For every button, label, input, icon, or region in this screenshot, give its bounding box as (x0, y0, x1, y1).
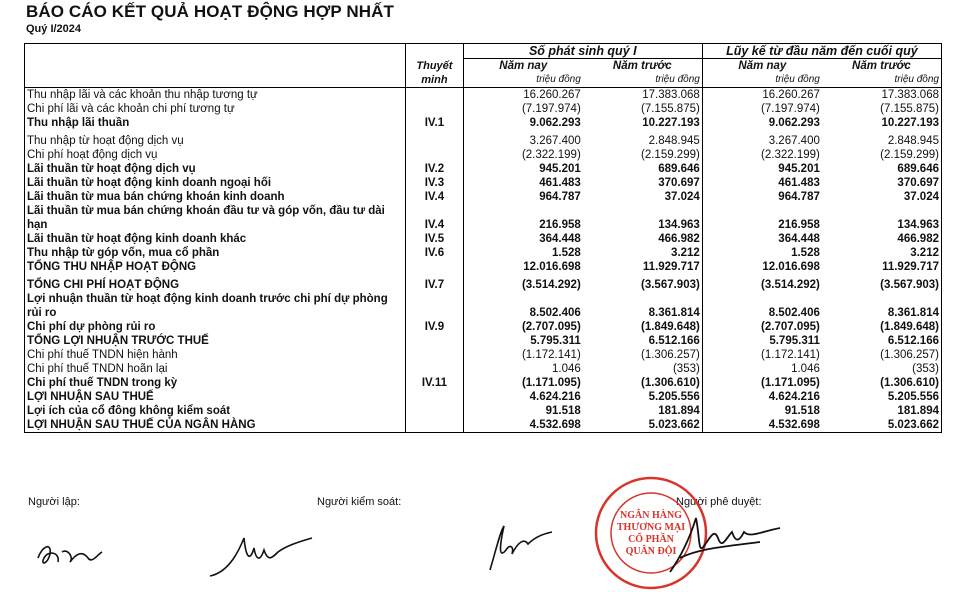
row-value-quarter-prior: 5.023.662 (583, 418, 703, 433)
table-row (25, 334, 942, 348)
row-value-ytd-current: 5.795.311 (769, 335, 820, 347)
row-label: TỔNG CHI PHÍ HOẠT ĐỘNG (25, 278, 406, 292)
svg-text:NGÂN HÀNG: NGÂN HÀNG (620, 510, 682, 521)
row-label: Thu nhập từ hoạt động dịch vụ (25, 134, 406, 148)
table-row (25, 176, 942, 190)
row-value-quarter-prior: 2.848.945 (583, 134, 703, 148)
row-value-ytd-prior: 3.212 (822, 246, 942, 260)
row-value-ytd-prior: 134.963 (822, 204, 942, 232)
table-row (25, 102, 942, 116)
row-value-quarter-prior: 10.227.193 (583, 116, 703, 130)
unit-label: triệu đồng (702, 73, 822, 88)
row-value-ytd-prior: 37.024 (822, 190, 942, 204)
row-value-ytd-current: 4.532.698 (702, 418, 822, 433)
row-label: Lãi thuần từ hoạt động kinh doanh khác (25, 232, 406, 246)
row-value-quarter-current: (1.171.095) (521, 377, 581, 389)
row-value-ytd-current: 945.201 (778, 163, 820, 175)
row-value-quarter-current: (3.514.292) (521, 279, 581, 291)
header-item-blank (25, 44, 406, 88)
row-note (406, 88, 464, 103)
table-row (25, 320, 942, 334)
row-value-quarter-prior: 17.383.068 (583, 88, 703, 103)
row-value-quarter-prior: 181.894 (583, 404, 703, 418)
row-value-quarter-current: 8.502.406 (529, 307, 581, 319)
row-value-ytd-prior: (1.849.648) (822, 320, 942, 334)
row-value-ytd-current: 4.624.216 (768, 391, 820, 403)
row-value-ytd-current: 16.260.267 (762, 89, 820, 101)
row-label: Chi phí hoạt động dịch vụ (25, 148, 406, 162)
table-row (25, 88, 942, 103)
row-value-ytd-prior: 5.023.662 (822, 418, 942, 433)
row-note: IV.4 (406, 204, 464, 232)
row-value-quarter-prior: (353) (583, 362, 703, 376)
row-value-quarter-current: 1.528 (552, 247, 581, 259)
row-note (406, 390, 464, 404)
table-row (25, 404, 942, 418)
row-value-quarter-current: 4.532.698 (463, 418, 583, 433)
approver-initial-signature (470, 520, 570, 580)
row-note (406, 404, 464, 418)
row-value-ytd-prior: (7.155.875) (822, 102, 942, 116)
table-row (25, 148, 942, 162)
row-value-quarter-prior: (3.567.903) (583, 278, 703, 292)
row-value-ytd-current: (1.172.141) (761, 349, 820, 361)
header-current-year: Năm nay (499, 60, 548, 72)
row-note (406, 260, 464, 274)
row-value-quarter-prior: 134.963 (583, 204, 703, 232)
row-value-ytd-prior: (2.159.299) (822, 148, 942, 162)
preparer-label: Người lập: (28, 496, 80, 508)
row-note: IV.9 (406, 320, 464, 334)
approver-label: Người phê duyệt: (676, 496, 762, 508)
svg-text:QUÂN ĐỘI: QUÂN ĐỘI (625, 546, 677, 557)
row-label: Thu nhập lãi thuần (25, 116, 406, 130)
row-value-quarter-prior: 6.512.166 (583, 334, 703, 348)
row-value-quarter-current: 964.787 (539, 191, 581, 203)
row-label: Chi phí lãi và các khoản chi phí tương tự (25, 102, 406, 116)
row-label: TỔNG THU NHẬP HOẠT ĐỘNG (25, 260, 406, 274)
row-value-quarter-prior: (2.159.299) (583, 148, 703, 162)
row-value-quarter-current: 5.795.311 (530, 335, 581, 347)
row-value-quarter-current: (2.322.199) (521, 149, 581, 161)
table-row (25, 348, 942, 362)
header-prior-year: Năm trước (583, 59, 703, 74)
row-value-quarter-current: 91.518 (545, 405, 581, 417)
table-row (25, 376, 942, 390)
row-note (406, 418, 464, 433)
row-value-quarter-current: 16.260.267 (523, 89, 581, 101)
header-current-year: Năm nay (738, 60, 787, 72)
row-value-quarter-current: 4.624.216 (529, 391, 581, 403)
row-label: Chi phí thuế TNDN hiện hành (25, 348, 406, 362)
row-value-quarter-prior: 466.982 (583, 232, 703, 246)
row-value-ytd-current: 364.448 (778, 233, 820, 245)
row-note (406, 292, 464, 320)
row-value-ytd-current: 91.518 (784, 405, 820, 417)
table-row (25, 260, 942, 274)
row-value-ytd-prior: 8.361.814 (822, 292, 942, 320)
row-value-quarter-current: 216.958 (539, 219, 581, 231)
header-prior-year: Năm trước (822, 59, 942, 74)
svg-text:THƯƠNG MẠI: THƯƠNG MẠI (616, 522, 686, 533)
row-value-ytd-prior: 11.929.717 (822, 260, 942, 274)
row-value-ytd-current: 3.267.400 (768, 135, 820, 147)
row-value-quarter-current: 461.483 (539, 177, 581, 189)
row-value-ytd-prior: 17.383.068 (822, 88, 942, 103)
row-value-quarter-current: (7.197.974) (521, 103, 581, 115)
report-title: BÁO CÁO KẾT QUẢ HOẠT ĐỘNG HỢP NHẤT (26, 2, 394, 21)
row-note: IV.4 (406, 190, 464, 204)
reviewer-label: Người kiểm soát: (317, 496, 402, 508)
unit-label: triệu đồng (583, 73, 703, 88)
table-row (25, 418, 942, 433)
report-period: Quý I/2024 (26, 23, 82, 35)
table-row (25, 204, 942, 232)
row-label: Lợi ích của cổ đông không kiểm soát (25, 404, 406, 418)
table-row (25, 390, 942, 404)
row-value-quarter-prior: 11.929.717 (583, 260, 703, 274)
header-note: Thuyết minh (406, 44, 464, 88)
table-row (25, 134, 942, 148)
row-value-ytd-current: 8.502.406 (768, 307, 820, 319)
row-value-quarter-prior: (1.306.610) (583, 376, 703, 390)
header-group-ytd: Lũy kế từ đầu năm đến cuối quý (702, 44, 941, 59)
row-value-quarter-prior: 5.205.556 (583, 390, 703, 404)
row-value-quarter-prior: 370.697 (583, 176, 703, 190)
row-value-quarter-prior: 8.361.814 (583, 292, 703, 320)
row-value-ytd-current: 1.528 (791, 247, 820, 259)
row-value-ytd-prior: (1.306.257) (822, 348, 942, 362)
row-value-ytd-prior: 466.982 (822, 232, 942, 246)
row-label: Thu nhập lãi và các khoản thu nhập tương tự (25, 88, 406, 103)
row-note: IV.7 (406, 278, 464, 292)
row-value-ytd-prior: (3.567.903) (822, 278, 942, 292)
row-note (406, 348, 464, 362)
row-value-quarter-prior: (1.849.648) (583, 320, 703, 334)
row-label: LỢI NHUẬN SAU THUẾ CỦA NGÂN HÀNG (25, 418, 406, 433)
row-label: Chi phí dự phòng rủi ro (25, 320, 406, 334)
row-value-quarter-current: 9.062.293 (529, 117, 581, 129)
row-note (406, 102, 464, 116)
income-statement-table (24, 43, 942, 433)
row-note: IV.11 (406, 376, 464, 390)
row-value-ytd-prior: 10.227.193 (822, 116, 942, 130)
table-row (25, 162, 942, 176)
row-value-quarter-current: 945.201 (539, 163, 581, 175)
row-value-ytd-current: 964.787 (778, 191, 820, 203)
row-note: IV.6 (406, 246, 464, 260)
unit-label: triệu đồng (822, 73, 942, 88)
row-value-quarter-prior: 3.212 (583, 246, 703, 260)
row-label: Lãi thuần từ mua bán chứng khoán đầu tư và góp vốn, đầu tư dài hạn (25, 204, 406, 232)
row-value-ytd-current: 1.046 (791, 363, 820, 375)
row-value-ytd-prior: 2.848.945 (822, 134, 942, 148)
reviewer-signature (200, 528, 320, 583)
row-value-ytd-current: (2.707.095) (761, 321, 820, 333)
table-row (25, 232, 942, 246)
preparer-signature (30, 528, 120, 578)
row-value-ytd-current: (3.514.292) (761, 279, 820, 291)
row-value-ytd-prior: (353) (822, 362, 942, 376)
row-note (406, 362, 464, 376)
row-value-ytd-prior: (1.306.610) (822, 376, 942, 390)
row-value-ytd-current: 9.062.293 (768, 117, 820, 129)
row-value-quarter-current: 3.267.400 (529, 135, 581, 147)
row-note (406, 334, 464, 348)
row-note: IV.3 (406, 176, 464, 190)
table-row (25, 116, 942, 130)
table-row (25, 292, 942, 320)
table-row (25, 362, 942, 376)
row-note: IV.2 (406, 162, 464, 176)
row-value-ytd-current: (2.322.199) (761, 149, 820, 161)
header-row-groups (25, 44, 942, 59)
row-value-ytd-prior: 181.894 (822, 404, 942, 418)
row-value-quarter-current: 12.016.698 (523, 261, 581, 273)
table-row (25, 190, 942, 204)
row-label: Lãi thuần từ mua bán chứng khoán kinh doanh (25, 190, 406, 204)
row-label: Chi phí thuế TNDN trong kỳ (25, 376, 406, 390)
row-value-quarter-current: 1.046 (552, 363, 581, 375)
row-value-quarter-prior: 689.646 (583, 162, 703, 176)
row-value-ytd-prior: 689.646 (822, 162, 942, 176)
svg-text:CỔ PHẦN: CỔ PHẦN (628, 534, 674, 545)
row-note (406, 148, 464, 162)
row-value-quarter-current: (2.707.095) (521, 321, 581, 333)
row-value-ytd-current: (7.197.974) (761, 103, 820, 115)
table-row (25, 278, 942, 292)
approver-signature (640, 498, 790, 583)
row-label: LỢI NHUẬN SAU THUẾ (25, 390, 406, 404)
row-label: Thu nhập từ góp vốn, mua cổ phần (25, 246, 406, 260)
row-value-quarter-prior: (1.306.257) (583, 348, 703, 362)
row-value-ytd-current: 12.016.698 (762, 261, 820, 273)
row-label: Lợi nhuận thuần từ hoạt động kinh doanh trước chi phí dự phòng rủi ro (25, 292, 406, 320)
header-group-quarter: Số phát sinh quý I (463, 44, 702, 59)
row-value-ytd-prior: 6.512.166 (822, 334, 942, 348)
unit-label: triệu đồng (463, 73, 583, 88)
row-value-ytd-current: 216.958 (778, 219, 820, 231)
row-note: IV.1 (406, 116, 464, 130)
row-value-ytd-current: (1.171.095) (761, 377, 820, 389)
row-value-quarter-prior: 37.024 (583, 190, 703, 204)
row-label: Lãi thuần từ hoạt động kinh doanh ngoại hối (25, 176, 406, 190)
row-value-ytd-prior: 5.205.556 (822, 390, 942, 404)
row-value-ytd-prior: 370.697 (822, 176, 942, 190)
row-value-quarter-current: 364.448 (539, 233, 581, 245)
row-value-quarter-prior: (7.155.875) (583, 102, 703, 116)
row-label: Chi phí thuế TNDN hoãn lại (25, 362, 406, 376)
row-note (406, 134, 464, 148)
row-note: IV.5 (406, 232, 464, 246)
row-value-quarter-current: (1.172.141) (521, 349, 581, 361)
row-label: Lãi thuần từ hoạt động dịch vụ (25, 162, 406, 176)
row-value-ytd-current: 461.483 (778, 177, 820, 189)
row-label: TỔNG LỢI NHUẬN TRƯỚC THUẾ (25, 334, 406, 348)
table-row (25, 246, 942, 260)
